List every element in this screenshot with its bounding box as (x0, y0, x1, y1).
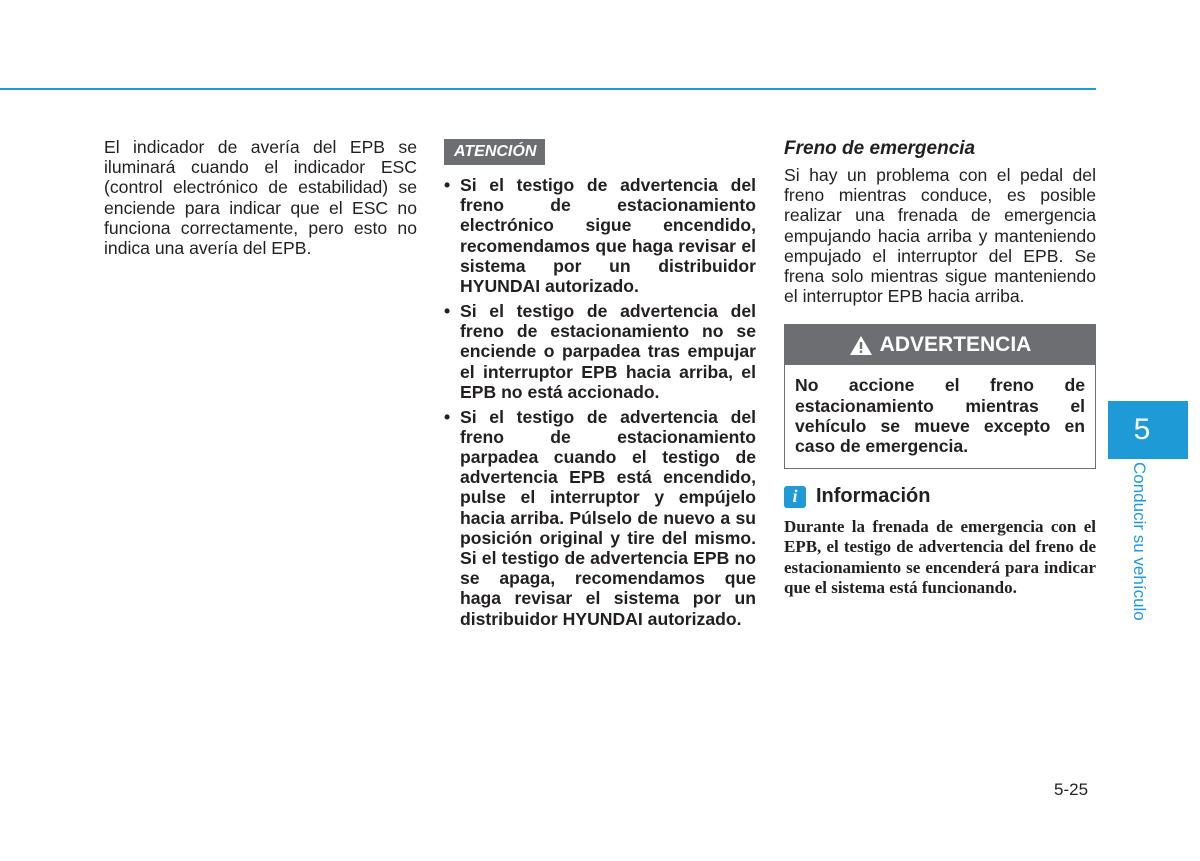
attention-label: ATENCIÓN (444, 139, 545, 165)
attention-item (444, 407, 756, 629)
left-column (104, 137, 417, 258)
attention-item-text: Si el testigo de advertencia del freno de estacionamiento no se enciende o parpadea tras empujar el interruptor EPB hacia arriba, el EPB no está accionado. (460, 300, 756, 402)
right-column (784, 137, 1096, 598)
warning-header (785, 325, 1095, 365)
info-title: Información (816, 485, 931, 508)
bullet: • (444, 175, 451, 195)
chapter-title: Conducir su vehículo (1130, 462, 1149, 621)
attention-item-text: Si el testigo de advertencia del freno de estacionamiento parpadea cuando el testigo de advertencia EPB está encendido, pulse el interruptor y empújelo hacia arriba. Púlselo de nuevo a su posición original y tire del mismo. Si el testigo de advertencia EPB no se apaga, recomendamos que haga revisar el sistema por un distribuidor HYUNDAI autorizado. (460, 406, 756, 629)
attention-item-text: Si el testigo de advertencia del freno de estacionamiento electrónico sigue encendido, recomendamos que haga revisar el sistema por un distribuidor HYUNDAI autorizado. (460, 175, 756, 297)
warning-box (784, 324, 1096, 469)
emergency-brake-heading: Freno de emergencia (784, 138, 976, 159)
middle-column (444, 137, 756, 634)
attention-item (444, 175, 756, 296)
epb-malfunction-paragraph: El indicador de avería del EPB se iluminará cuando el indicador ESC (control electrónico de estabilidad) se enciende para indicar que el ESC no funciona correctamente, pero esto no indica una avería del EPB. (104, 137, 417, 259)
warning-title: ADVERTENCIA (879, 333, 1032, 357)
attention-item (444, 301, 756, 402)
bullet: • (444, 300, 451, 321)
info-icon: i (784, 486, 806, 508)
chapter-number-tab: 5 (1108, 401, 1188, 459)
attention-list (444, 175, 756, 629)
header-rule (0, 88, 1096, 90)
warning-triangle-icon (849, 335, 873, 356)
warning-text: No accione el freno de estacionamiento mientras el vehículo se mueve excepto en caso de emergencia. (795, 375, 1085, 457)
emergency-brake-paragraph: Si hay un problema con el pedal del freno mientras conduce, es posible realizar una frenada de emergencia empujando hacia arriba y manteniendo empujado el interruptor del EPB. Se frena solo mientras sigue manteniendo el interruptor EPB hacia arriba. (784, 165, 1096, 307)
info-header (784, 485, 1096, 508)
bullet: • (444, 406, 451, 427)
info-text: Durante la frenada de emergencia con el EPB, el testigo de advertencia del freno de estacionamiento se encenderá para indicar que el sistema está funcionando. (784, 517, 1096, 597)
page-number: 5-25 (1054, 780, 1089, 799)
